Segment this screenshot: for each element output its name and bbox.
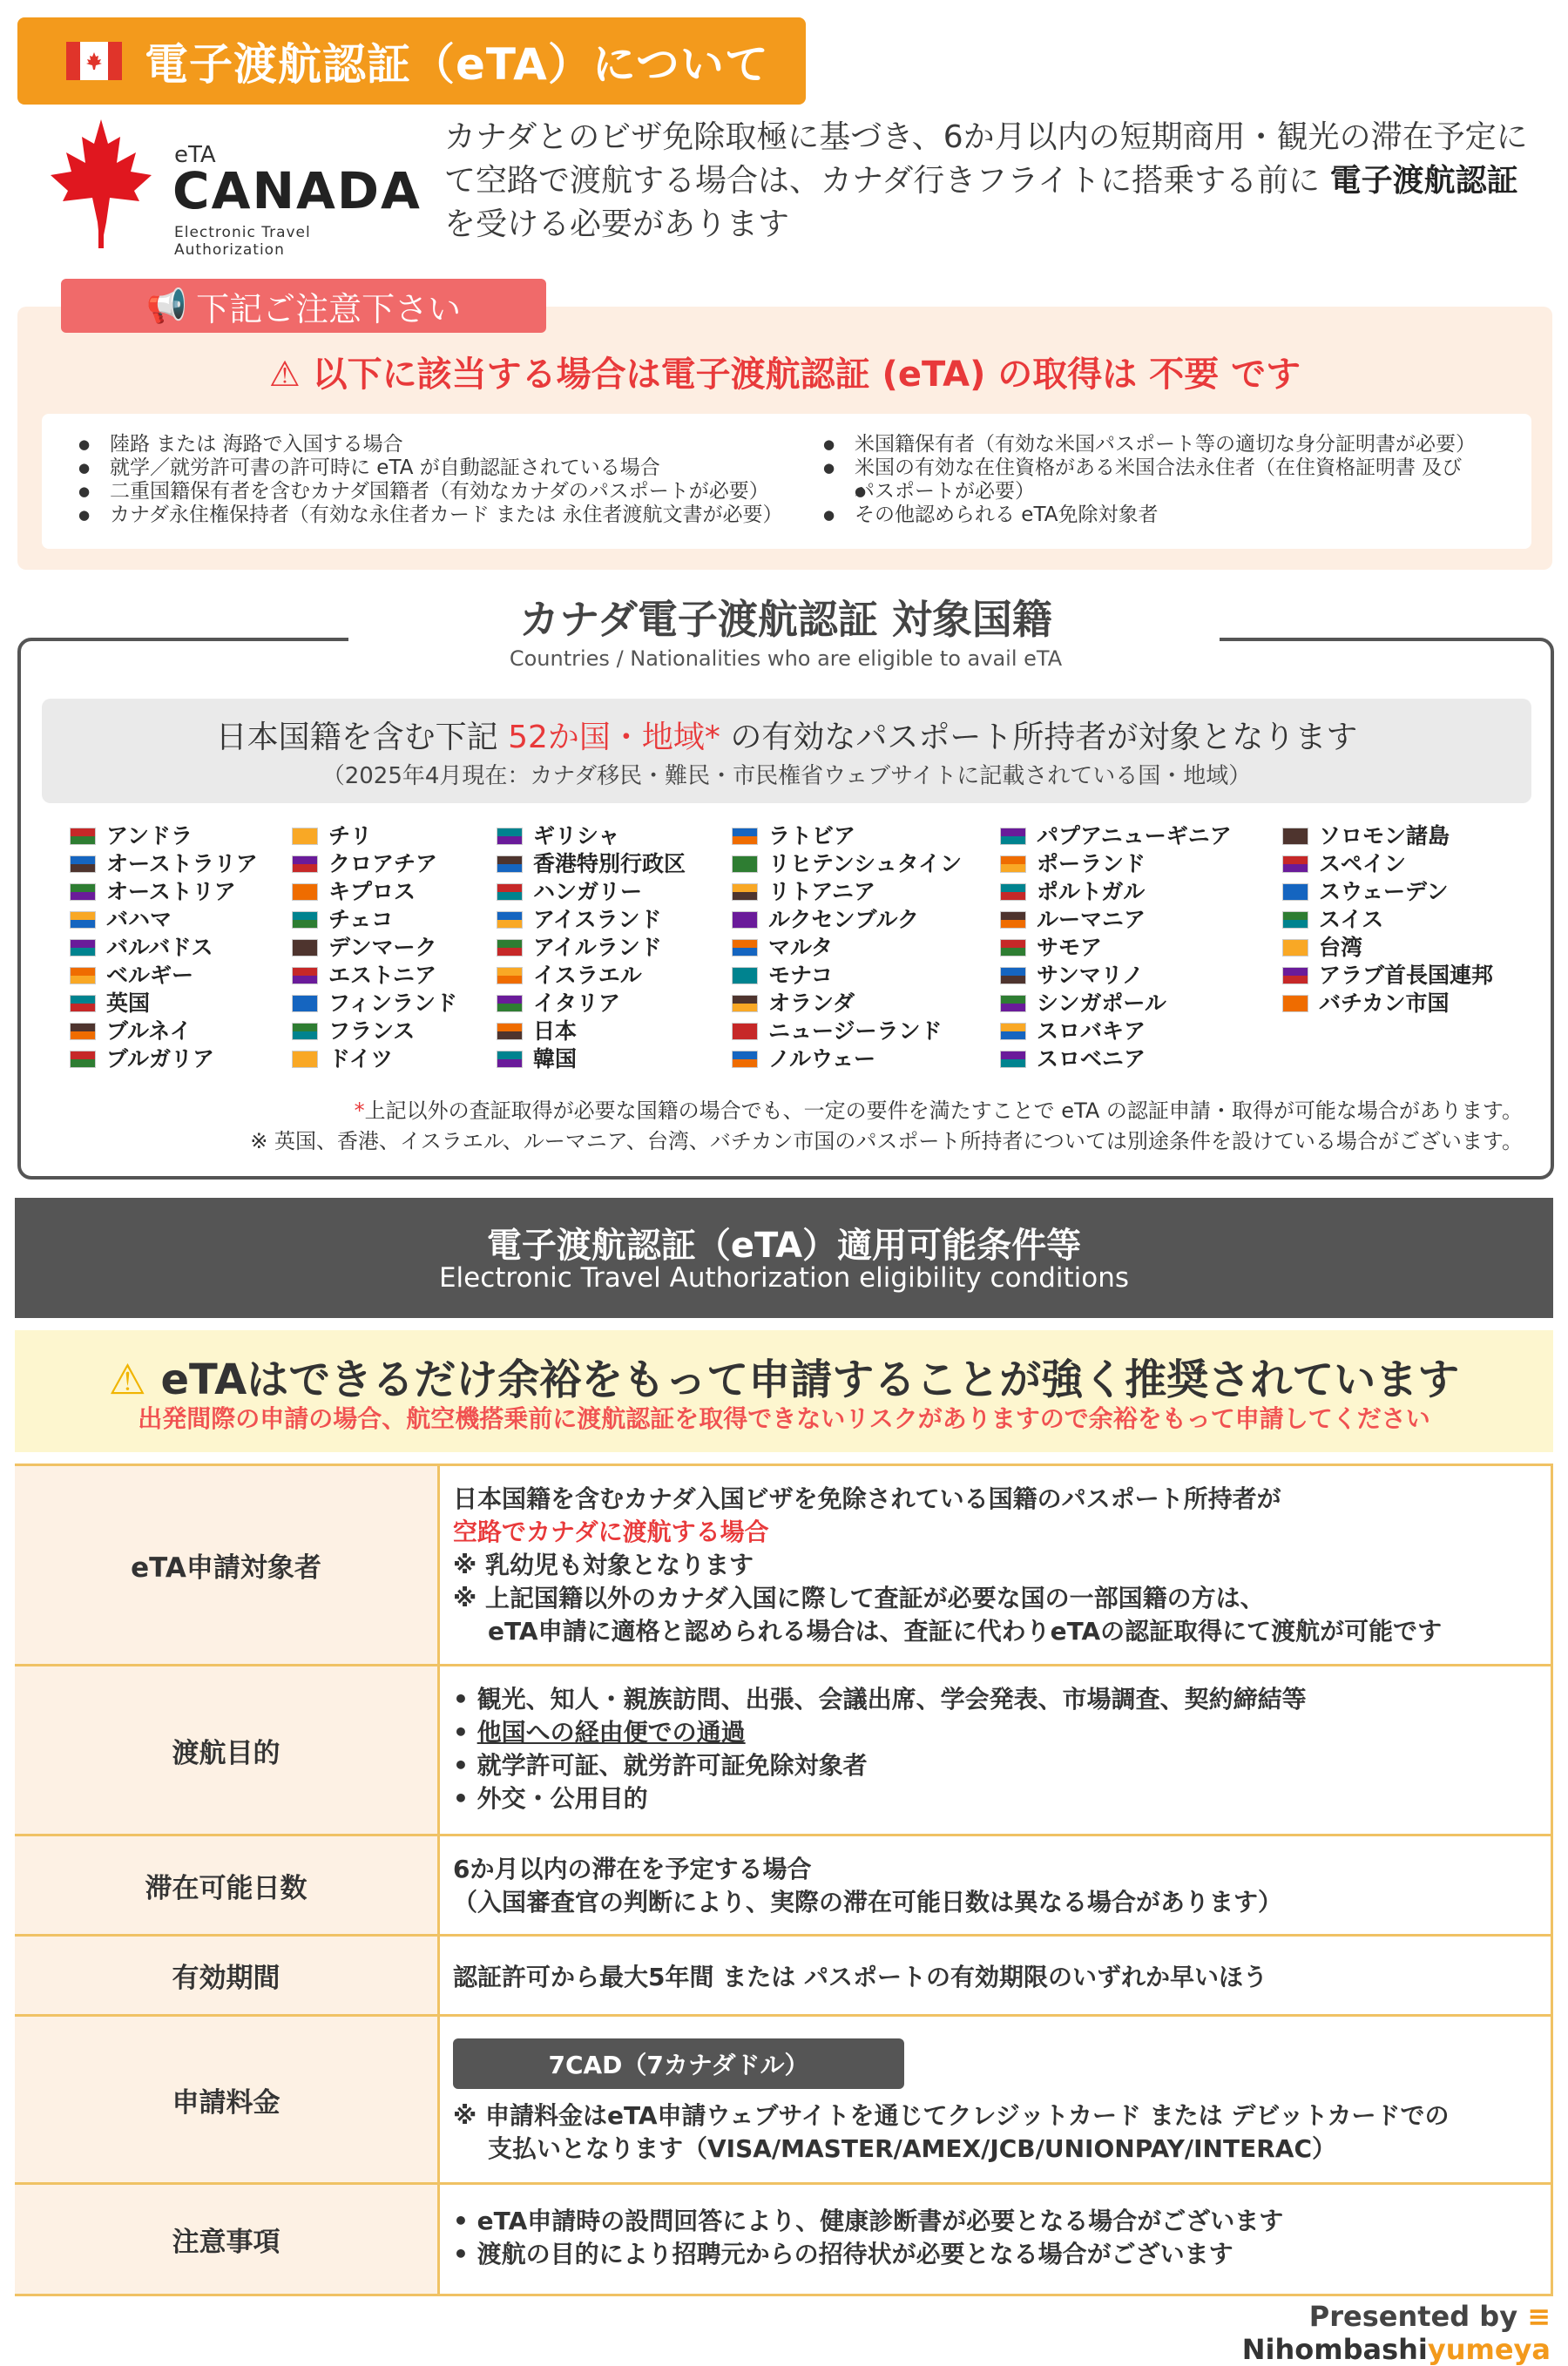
presented-by: Presented by ≡ Nihombashiyumeya <box>1241 2300 1551 2366</box>
megaphone-icon: 📢 <box>145 286 188 325</box>
flag-icon <box>70 911 96 929</box>
flag-icon <box>1000 911 1026 929</box>
flag-icon <box>497 855 523 873</box>
conditions-title: 電子渡航認証（eTA）適用可能条件等 <box>486 1226 1082 1266</box>
flag-icon <box>1000 1023 1026 1040</box>
flag-icon <box>1000 995 1026 1012</box>
title-bar <box>17 17 806 105</box>
country-item: ニュージーランド <box>732 1018 943 1044</box>
exemption-item: ● カナダ永住権保持者（有効な永住者カード または 永住者渡航文書が必要） <box>78 504 782 527</box>
country-item: イタリア <box>497 990 620 1017</box>
country-item: アンドラ <box>70 823 193 849</box>
caution-tab: 📢 下記ご注意下さい <box>61 279 546 333</box>
country-item: フランス <box>292 1018 415 1044</box>
flag-icon <box>1000 828 1026 845</box>
country-item: ラトビア <box>732 823 855 849</box>
country-item: マルタ <box>732 935 833 961</box>
countries-title: カナダ電子渡航認証 対象国籍 <box>519 596 1052 643</box>
flag-icon <box>292 995 318 1012</box>
country-item: パプアニューギニア <box>1000 823 1232 849</box>
countries-footnote: ※ 英国、香港、イスラエル、ルーマニア、台湾、バチカン市国のパスポート所持者については別途条件を設けている場合がございます。 <box>250 1129 1523 1153</box>
flag-icon <box>292 828 318 845</box>
flag-icon <box>292 967 318 984</box>
exemption-item: ● 米国籍保有者（有効な米国パスポート等の適切な身分証明書が必要） <box>823 433 1476 456</box>
row-value-validity: 認証許可から最大5年間 または パスポートの有効期限のいずれか早いほう <box>453 1963 1267 1991</box>
country-item: 香港特別行政区 <box>497 851 686 877</box>
flag-icon <box>732 967 758 984</box>
country-item: ルーマニア <box>1000 907 1146 933</box>
flag-icon <box>1282 855 1308 873</box>
country-item: ハンガリー <box>497 879 642 905</box>
country-item: ソロモン諸島 <box>1282 823 1450 849</box>
flag-icon <box>70 967 96 984</box>
country-item: 台湾 <box>1282 935 1362 961</box>
flag-icon <box>292 939 318 957</box>
row-label: 注意事項 <box>15 2185 440 2294</box>
exemption-item: ● 陸路 または 海路で入国する場合 <box>78 433 403 456</box>
flag-icon <box>70 995 96 1012</box>
country-item: サモア <box>1000 935 1102 961</box>
country-item: オーストリア <box>70 879 236 905</box>
country-item: スロバキア <box>1000 1018 1146 1044</box>
row-value-fee: ※ 申請料金はeTA申請ウェブサイトを通じてクレジットカード または デビットカードでの 支払いとなります（VISA/MASTER/AMEX/JCB/UNIONPAY/INTERAC） <box>453 2101 1450 2163</box>
country-item: リトアニア <box>732 879 875 905</box>
country-item: ベルギー <box>70 963 193 989</box>
warning-icon: ⚠ <box>268 355 301 395</box>
flag-icon <box>292 1023 318 1040</box>
flag-icon <box>732 883 758 901</box>
country-item: ブルネイ <box>70 1018 192 1044</box>
flag-icon <box>292 855 318 873</box>
flag-icon <box>70 939 96 957</box>
country-item: シンガポール <box>1000 990 1166 1017</box>
flag-icon <box>1000 939 1026 957</box>
country-item: イスラエル <box>497 963 642 989</box>
flag-icon <box>497 939 523 957</box>
logo-canada: CANADA <box>172 161 422 220</box>
country-item: バハマ <box>70 907 172 933</box>
country-item: リヒテンシュタイン <box>732 851 962 877</box>
country-item: アイルランド <box>497 935 662 961</box>
country-item: ドイツ <box>292 1046 393 1072</box>
country-item: フィンランド <box>292 990 457 1017</box>
flag-icon <box>1282 995 1308 1012</box>
country-item: ギリシャ <box>497 823 620 849</box>
flag-icon <box>1282 911 1308 929</box>
country-item: ポーランド <box>1000 851 1146 877</box>
country-item: スロベニア <box>1000 1046 1146 1072</box>
flag-icon <box>70 1051 96 1068</box>
flag-icon <box>70 828 96 845</box>
country-item: 日本 <box>497 1018 577 1044</box>
country-item: チェコ <box>292 907 393 933</box>
flag-icon <box>70 1023 96 1040</box>
flag-icon <box>497 828 523 845</box>
country-item: サンマリノ <box>1000 963 1144 989</box>
conditions-subtitle: Electronic Travel Authorization eligibility conditions <box>438 1262 1130 1294</box>
logo-eta: eTA <box>174 142 216 168</box>
eta-canada-logo <box>44 118 422 259</box>
intro-text: カナダとのビザ免除取極に基づき、6か月以内の短期商用・観光の滞在予定にて空路で渡航する場合は、カナダ行きフライトに搭乗する前に 電子渡航認証 を受ける必要があります <box>444 119 1528 242</box>
caution-heading: ⚠ 以下に該当する場合は電子渡航認証 (eTA) の取得は 不要 です <box>268 355 1301 395</box>
canada-flag-icon <box>66 42 122 80</box>
flag-icon <box>497 995 523 1012</box>
flag-icon <box>497 1051 523 1068</box>
row-label: 有効期間 <box>15 1937 440 2017</box>
country-item: モナコ <box>732 963 833 989</box>
countries-lead: 日本国籍を含む下記 52か国・地域* の有効なパスポート所持者が対象となります <box>215 720 1358 755</box>
flag-icon <box>1000 883 1026 901</box>
flag-icon <box>732 1023 758 1040</box>
country-item: チリ <box>292 823 372 849</box>
flag-icon <box>292 883 318 901</box>
flag-icon <box>1000 967 1026 984</box>
country-item: バチカン市国 <box>1282 990 1450 1017</box>
flag-icon <box>732 995 758 1012</box>
row-label: eTA申請対象者 <box>15 1466 440 1666</box>
flag-icon <box>70 883 96 901</box>
row-value-target: 日本国籍を含むカナダ入国ビザを免除されている国籍のパスポート所持者が 空路でカナダに渡航する場合 ※ 乳幼児も対象となります ※ 上記国籍以外のカナダ入国に際して査証が必要な国の一部国籍の方は、 eTA申請に適格と認められる場合は、査証に代わりeTAの認証取得にて渡航が可能です <box>453 1484 1443 1646</box>
exemption-item: ● 就学／就労許可書の許可時に eTA が自動認証されている場合 <box>78 456 660 480</box>
country-item: 韓国 <box>497 1046 577 1072</box>
flag-icon <box>1000 855 1026 873</box>
country-item: スペイン <box>1282 851 1406 877</box>
country-item: デンマーク <box>292 935 437 961</box>
logo-subtitle: Electronic Travel Authorization <box>174 224 311 259</box>
country-item: アイスランド <box>497 907 662 933</box>
flag-icon <box>732 855 758 873</box>
country-item: キプロス <box>292 879 416 905</box>
flag-icon <box>292 911 318 929</box>
flag-icon <box>1282 883 1308 901</box>
exemption-item-cont: ● パスポートが必要） <box>855 480 1035 504</box>
country-item: クロアチア <box>292 851 437 877</box>
flag-icon <box>497 967 523 984</box>
flag-icon <box>732 828 758 845</box>
exemption-item: ● 二重国籍保有者を含むカナダ国籍者（有効なカナダのパスポートが必要） <box>78 480 769 504</box>
warning-icon: ⚠ <box>108 1355 146 1404</box>
exemption-item: ● 米国の有効な在住資格がある米国合法永住者（在住資格証明書 及び <box>823 456 1462 480</box>
row-label: 申請料金 <box>15 2017 440 2185</box>
row-value-purpose: • 観光、知人・親族訪問、出張、会議出席、学会発表、市場調査、契約締結等 • 他国への経由便での通過 • 就学許可証、就労許可証免除対象者 • 外交・公用目的 <box>453 1685 1307 1813</box>
country-item: ブルガリア <box>70 1046 214 1072</box>
flag-icon <box>732 939 758 957</box>
country-item: オーストラリア <box>70 851 258 877</box>
countries-subtitle: Countries / Nationalities who are eligible to avail eTA <box>509 646 1063 671</box>
flag-icon <box>292 1051 318 1068</box>
warning-title: ⚠ eTAはできるだけ余裕をもって申請することが強く推奨されています <box>108 1355 1460 1404</box>
country-item: バルバドス <box>70 935 213 961</box>
countries-footnote: *上記以外の査証取得が必要な国籍の場合でも、一定の要件を満たすことで eTA の認証申請・取得が可能な場合があります。 <box>354 1098 1523 1123</box>
country-item: アラブ首長国連邦 <box>1282 963 1493 989</box>
flag-icon <box>497 883 523 901</box>
flag-icon <box>732 1051 758 1068</box>
country-item: スイス <box>1282 907 1383 933</box>
country-item: オランダ <box>732 990 855 1017</box>
row-label: 渡航目的 <box>15 1666 440 1836</box>
row-value-notes: • eTA申請時の設問回答により、健康診断書が必要となる場合がございます • 渡航の目的により招聘元からの招待状が必要となる場合がございます <box>453 2207 1284 2268</box>
row-label: 滞在可能日数 <box>15 1836 440 1937</box>
fee-badge: 7CAD（7カナダドル） <box>453 2038 904 2089</box>
nihombashi-yumeya-logo-icon: ≡ <box>1527 2300 1551 2333</box>
flag-icon <box>732 911 758 929</box>
country-item: エストニア <box>292 963 436 989</box>
country-item: スウェーデン <box>1282 879 1449 905</box>
exemption-item: ● その他認められる eTA免除対象者 <box>823 504 1158 527</box>
flag-icon <box>1000 1051 1026 1068</box>
countries-note: （2025年4月現在：カナダ移民・難民・市民権省ウェブサイトに記載されている国・地域） <box>321 763 1252 789</box>
country-item: ルクセンブルク <box>732 907 919 933</box>
flag-icon <box>1282 939 1308 957</box>
page-title: 電子渡航認証（eTA）について <box>145 39 769 90</box>
flag-icon <box>1282 967 1308 984</box>
country-item: ノルウェー <box>732 1046 875 1072</box>
warning-subtitle: 出発間際の申請の場合、航空機搭乗前に渡航認証を取得できないリスクがありますので余裕をもって申請してください <box>138 1404 1430 1433</box>
row-value-stay: 6か月以内の滞在を予定する場合 （入国審査官の判断により、実際の滞在可能日数は異なる場合があります） <box>453 1855 1283 1916</box>
flag-icon <box>497 1023 523 1040</box>
country-item: 英国 <box>70 990 150 1017</box>
flag-icon <box>70 855 96 873</box>
flag-icon <box>1282 828 1308 845</box>
country-item: ポルトガル <box>1000 879 1145 905</box>
flag-icon <box>497 911 523 929</box>
